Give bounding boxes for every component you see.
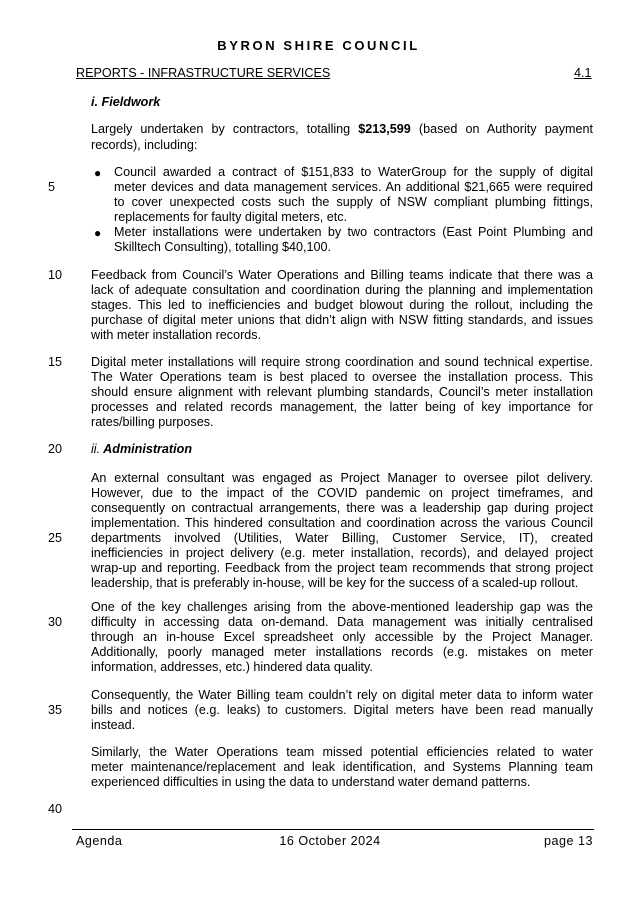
bullet1-line: meter devices and data management services. An additional $21,665 were required	[114, 180, 593, 194]
admin-para3-line: bills and notices (e.g. leaks) to customers. Digital meters have been read manually	[91, 703, 593, 717]
administration-heading-title: Administration	[103, 442, 193, 456]
fieldwork-para2-line: Feedback from Council’s Water Operations and Billing teams indicate that there was a	[91, 268, 593, 282]
fieldwork-para2-line: lack of adequate consultation and coordination during the planning and implementation	[91, 283, 593, 297]
footer-date: 16 October 2024	[279, 834, 381, 848]
admin-para1-line: An external consultant was engaged as Project Manager to oversee pilot delivery.	[91, 471, 593, 485]
intro-text-b: (based on Authority payment	[410, 122, 593, 136]
line-number: 25	[48, 531, 63, 545]
admin-para2-line: Additionally, poorly managed meter installations records (e.g. mistakes on meter	[91, 645, 593, 659]
admin-para3-line: Consequently, the Water Billing team couldn’t rely on digital meter data to inform water	[91, 688, 593, 702]
bullet-dot: ●	[94, 166, 102, 180]
bullet1-line: Council awarded a contract of $151,833 to WaterGroup for the supply of digital	[114, 165, 593, 179]
admin-para2-line: information, addresses, etc.) hindered data quality.	[91, 660, 373, 674]
footer-divider	[72, 829, 594, 830]
fieldwork-para3-line: rates/billing purposes.	[91, 415, 214, 429]
fieldwork-intro-line-1	[91, 122, 593, 138]
fieldwork-heading-num: i.	[91, 95, 98, 109]
fieldwork-intro-line-2: records), including:	[91, 138, 198, 152]
item-number: 4.1	[574, 66, 592, 80]
line-number: 10	[48, 268, 63, 282]
bullet2-line: Meter installations were undertaken by two contractors (East Point Plumbing and	[114, 225, 593, 239]
intro-text-a: Largely undertaken by contractors, totalling	[91, 122, 359, 136]
line-number: 35	[48, 703, 63, 717]
admin-para1-line: leadership, that is preferably in-house, will be key for the success of a scaled-up rollout.	[91, 576, 579, 590]
admin-para1-line: implementation. This hindered consultation and coordination across the various Council	[91, 516, 593, 530]
fieldwork-heading-title: Fieldwork	[101, 95, 161, 109]
fieldwork-heading	[91, 95, 160, 109]
admin-para4-line: Similarly, the Water Operations team missed potential efficiencies related to water	[91, 745, 593, 759]
bullet-dot: ●	[94, 226, 102, 240]
line-number: 40	[48, 802, 63, 816]
fieldwork-para3-line: The Water Operations team is best placed to oversee the installation process. This	[91, 370, 593, 384]
admin-para1-line: inefficiencies in project delivery (e.g. meter installation, records), and delayed project	[91, 546, 593, 560]
administration-heading-num: ii.	[91, 442, 101, 456]
admin-para4-line: meter maintenance/replacement and leak identification, and Systems Planning team	[91, 760, 593, 774]
admin-para1-line: departments involved (Utilities, Water Billing, Customer Service, IT), created	[91, 531, 593, 545]
fieldwork-para3-line: processes and related records management, the latter being of key importance for	[91, 400, 593, 414]
line-number: 30	[48, 615, 63, 629]
admin-para2-line: through an in-house Excel spreadsheet only accessible by the Project Manager.	[91, 630, 593, 644]
fieldwork-para2-line: stages. This led to inefficiencies and budget blowout during the rollout, including the	[91, 298, 593, 312]
bullet1-line: replacements for faulty digital meters, etc.	[114, 210, 348, 224]
fieldwork-para2-line: purchase of digital meter unions that didn’t align with NSW fitting standards, and issues	[91, 313, 593, 327]
footer-page: page 13	[543, 834, 593, 848]
admin-para1-line: consequently on contractual arrangements, there was a leadership gap during project	[91, 501, 593, 515]
line-number: 5	[48, 180, 56, 194]
intro-total-amount: $213,599	[358, 122, 411, 136]
footer-left: Agenda	[76, 834, 123, 848]
line-number: 15	[48, 355, 63, 369]
admin-para4-line: experienced difficulties in using the data to understand water demand patterns.	[91, 775, 531, 789]
section-title: REPORTS - INFRASTRUCTURE SERVICES	[76, 66, 331, 80]
bullet1-line: to cover unexpected costs such the supply of NSW compliant plumbing fittings,	[114, 195, 593, 209]
bullet2-line: Skilltech Consulting), totalling $40,100.	[114, 240, 332, 254]
admin-para1-line: However, due to the impact of the COVID pandemic on project timeframes, and	[91, 486, 593, 500]
administration-heading	[91, 442, 192, 456]
council-name: BYRON SHIRE COUNCIL	[217, 38, 420, 53]
fieldwork-para2-line: with meter installation records.	[91, 328, 262, 342]
admin-para2-line: difficulty in accessing data on-demand. Data management was initially centralised	[91, 615, 593, 629]
line-number: 20	[48, 442, 63, 456]
admin-para1-line: wrap-up and reporting. Feedback from the project team recommends that strong project	[91, 561, 593, 575]
admin-para3-line: instead.	[91, 718, 136, 732]
fieldwork-para3-line: should ensure alignment with relevant plumbing standards, Council’s meter installation	[91, 385, 593, 399]
fieldwork-para3-line: Digital meter installations will require strong coordination and sound technical expertise.	[91, 355, 593, 369]
admin-para2-line: One of the key challenges arising from the above-mentioned leadership gap was the	[91, 600, 593, 614]
